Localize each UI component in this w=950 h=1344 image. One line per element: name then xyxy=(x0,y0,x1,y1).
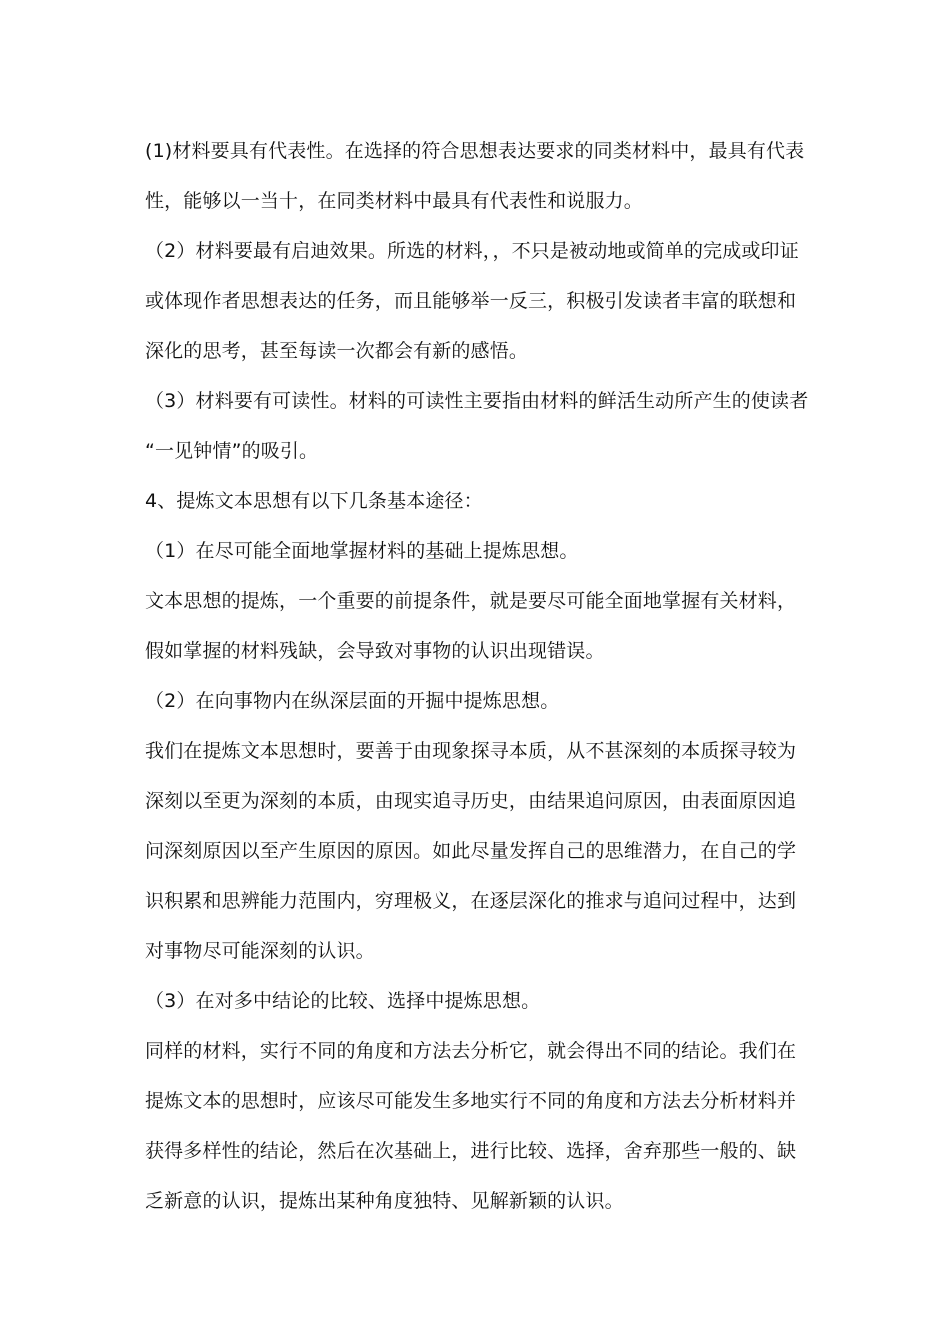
text-line: 假如掌握的材料残缺，会导致对事物的认识出现错误。 xyxy=(145,640,605,662)
section-heading: 4、提炼文本思想有以下几条基本途径： xyxy=(145,490,483,512)
text-line: 深刻以至更为深刻的本质，由现实追寻历史，由结果追问原因，由表面原因追 xyxy=(145,790,797,812)
text-line: 性，能够以一当十，在同类材料中最具有代表性和说服力。 xyxy=(145,190,643,212)
text-line: 乏新意的认识，提炼出某种角度独特、见解新颖的认识。 xyxy=(145,1190,624,1212)
text-line: 文本思想的提炼，一个重要的前提条件，就是要尽可能全面地掌握有关材料， xyxy=(145,590,797,612)
text-line: 识积累和思辨能力范围内，穷理极义，在逐层深化的推求与追问过程中，达到 xyxy=(145,890,797,912)
text-line: 问深刻原因以至产生原因的原因。如此尽量发挥自己的思维潜力，在自己的学 xyxy=(145,840,797,862)
text-line: (1)材料要具有代表性。在选择的符合思想表达要求的同类材料中，最具有代表 xyxy=(145,140,805,162)
text-line: （1）在尽可能全面地掌握材料的基础上提炼思想。 xyxy=(145,540,579,562)
text-line: 我们在提炼文本思想时，要善于由现象探寻本质，从不甚深刻的本质探寻较为 xyxy=(145,740,797,762)
text-line: 提炼文本的思想时，应该尽可能发生多地实行不同的角度和方法去分析材料并 xyxy=(145,1090,797,1112)
text-line: “一见钟情”的吸引。 xyxy=(145,440,319,462)
text-line: （3）在对多中结论的比较、选择中提炼思想。 xyxy=(145,990,541,1012)
document-body xyxy=(145,126,810,1226)
text-line: 深化的思考，甚至每读一次都会有新的感悟。 xyxy=(145,340,529,362)
text-line: 同样的材料，实行不同的角度和方法去分析它，就会得出不同的结论。我们在 xyxy=(145,1040,797,1062)
text-line: 或体现作者思想表达的任务，而且能够举一反三，积极引发读者丰富的联想和 xyxy=(145,290,797,312)
text-line: （2）材料要最有启迪效果。所选的材料，，不只是被动地或简单的完成或印证 xyxy=(145,240,799,262)
text-line: 获得多样性的结论，然后在次基础上，进行比较、选择，舍弃那些一般的、缺 xyxy=(145,1140,797,1162)
text-line: （3）材料要有可读性。材料的可读性主要指由材料的鲜活生动所产生的使读者 xyxy=(145,390,809,412)
text-line: 对事物尽可能深刻的认识。 xyxy=(145,940,375,962)
text-line: （2）在向事物内在纵深层面的开掘中提炼思想。 xyxy=(145,690,560,712)
